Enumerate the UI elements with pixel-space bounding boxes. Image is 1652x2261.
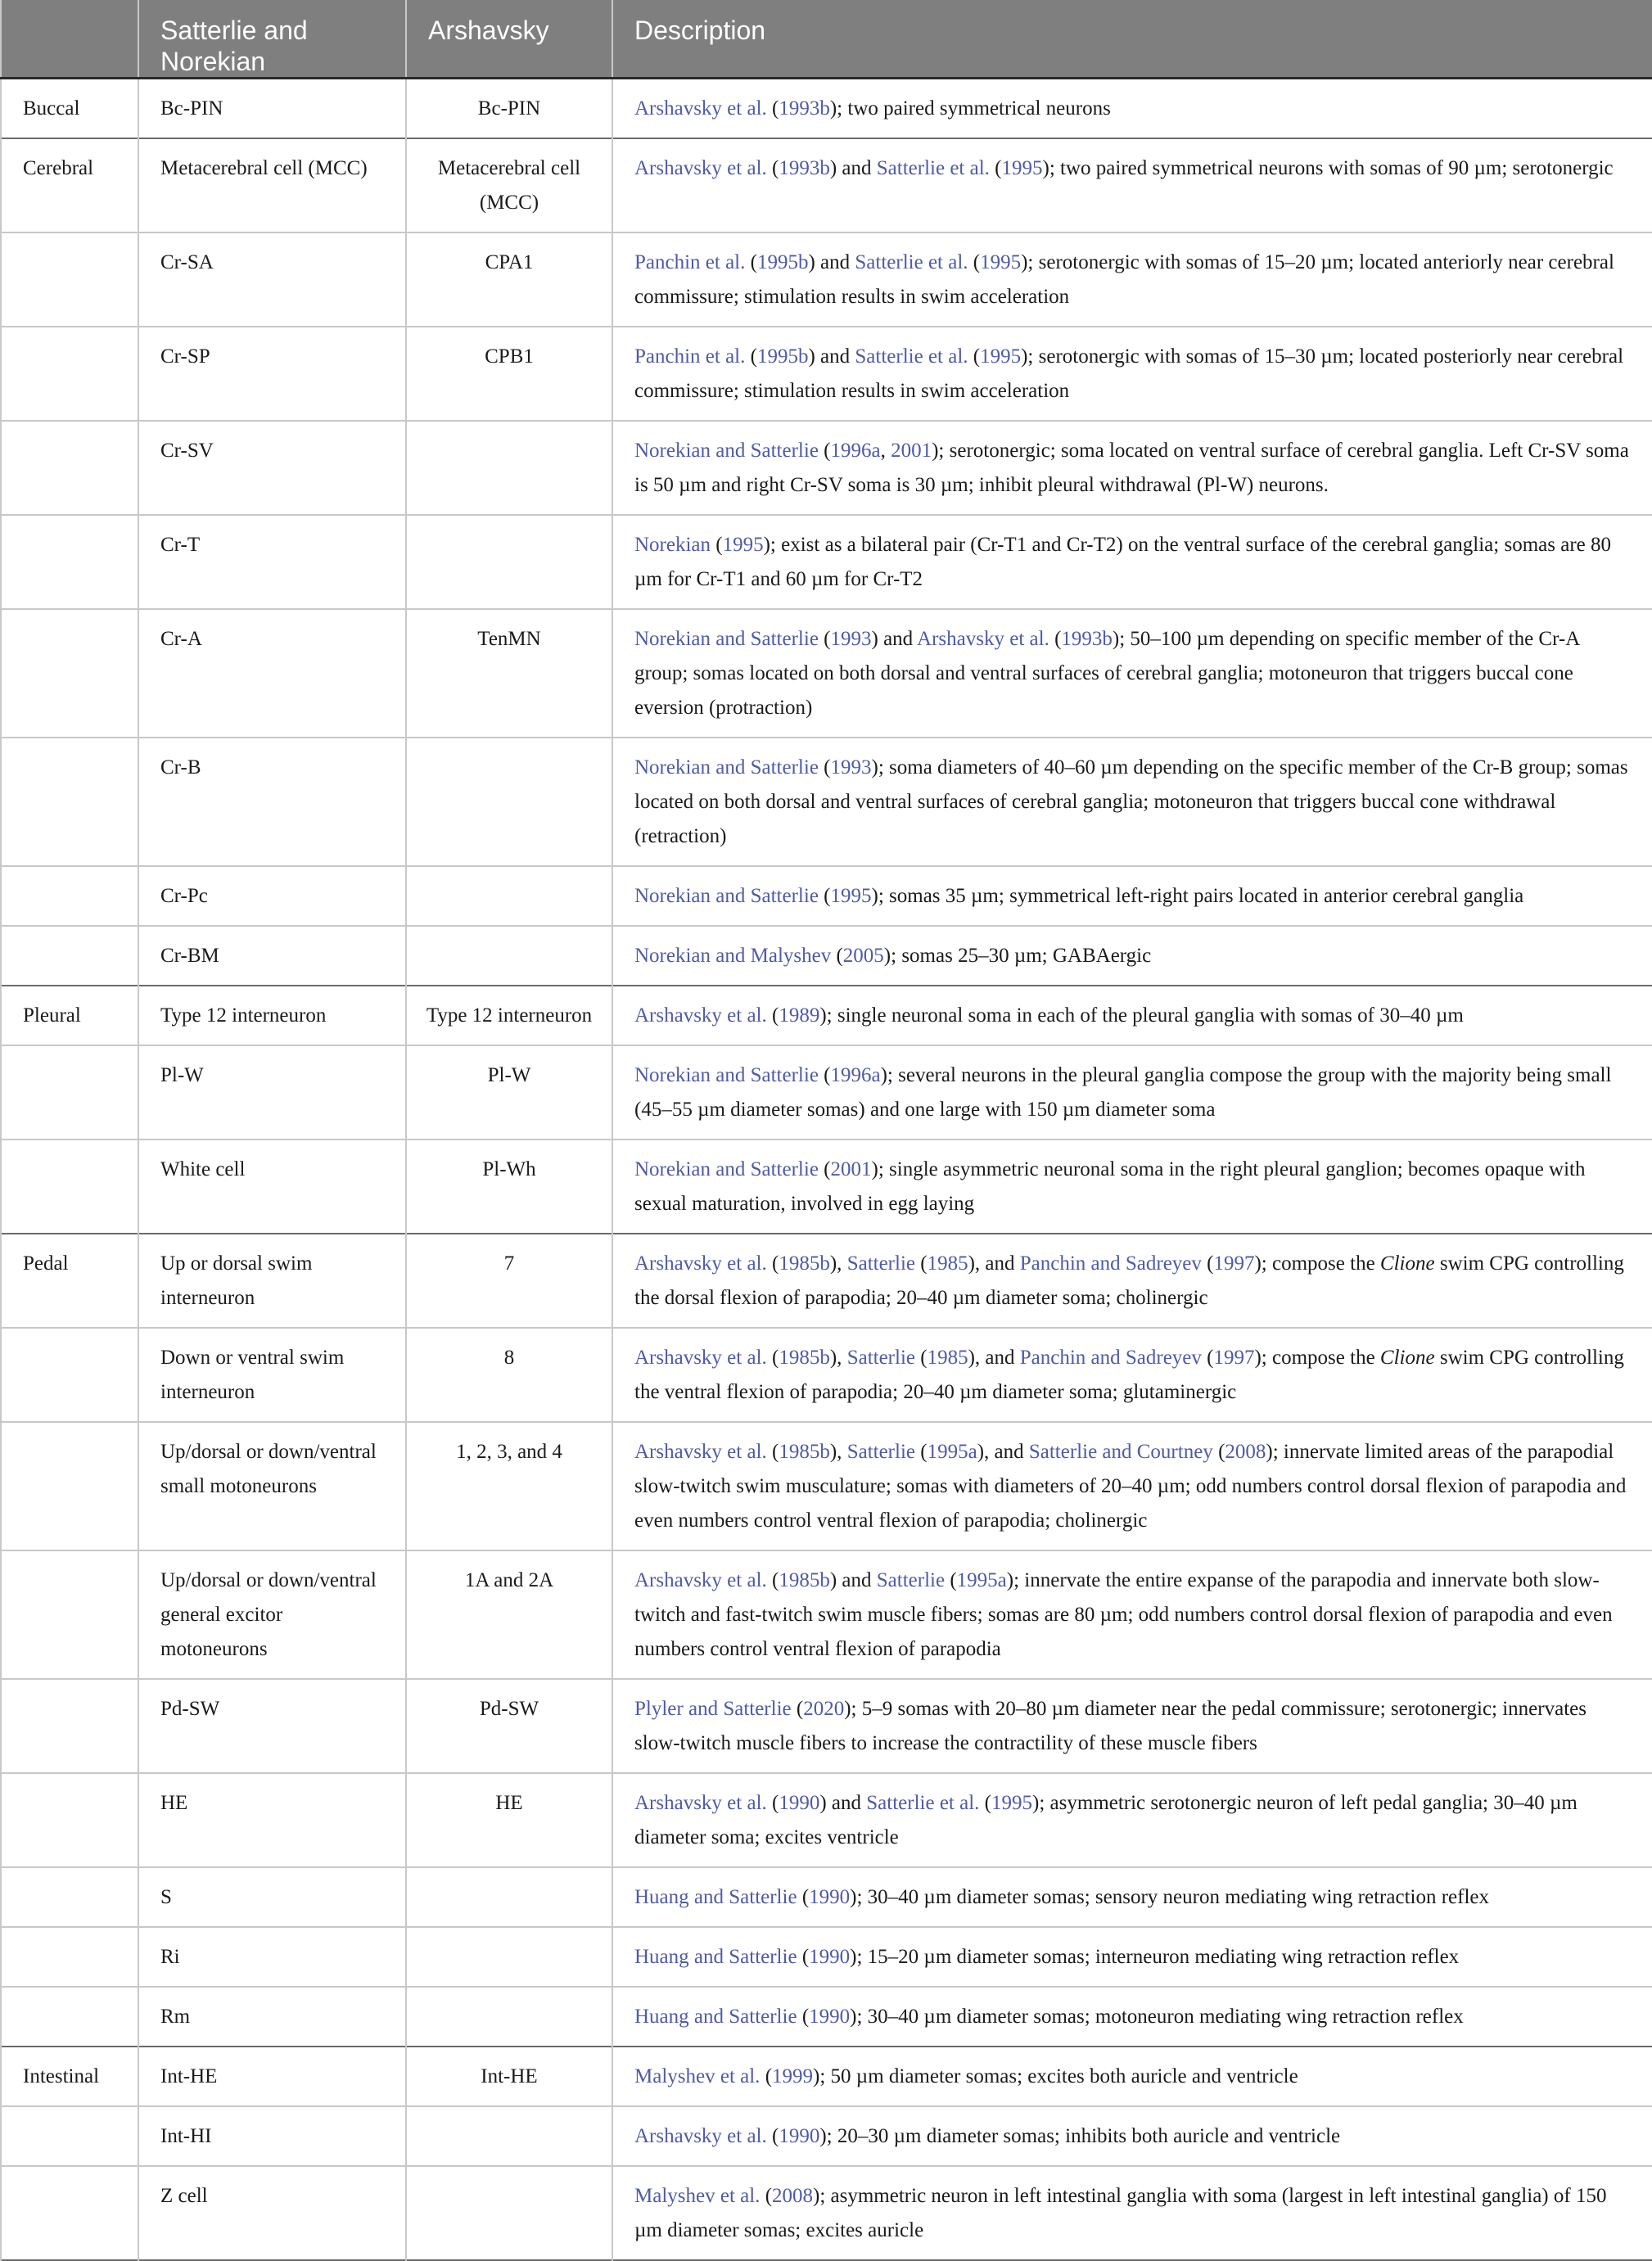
citation-link[interactable]: Arshavsky et al. bbox=[634, 157, 767, 179]
citation-link[interactable]: 1999 bbox=[772, 2065, 814, 2087]
italic-text: Clione bbox=[1379, 1347, 1435, 1369]
table-row bbox=[1, 2166, 1652, 2260]
description-text: ( bbox=[1212, 1441, 1225, 1463]
citation-link[interactable]: 2001 bbox=[891, 440, 932, 462]
arshavsky-cell: 1, 2, 3, and 4 bbox=[406, 1422, 612, 1550]
description-cell bbox=[612, 1550, 1652, 1679]
description-cell bbox=[612, 327, 1652, 421]
table-row bbox=[1, 1773, 1652, 1867]
citation-link[interactable]: Norekian and Satterlie bbox=[634, 628, 819, 650]
description-text: ); somas 25–30 µm; GABAergic bbox=[883, 945, 1152, 967]
description-text: ), and bbox=[977, 1441, 1029, 1463]
description-cell bbox=[612, 79, 1652, 139]
description-text: ), and bbox=[968, 1347, 1020, 1369]
description-text: ( bbox=[797, 1946, 810, 1968]
table-row bbox=[1, 1927, 1652, 1987]
satterlie-norekian-cell: Rm bbox=[138, 1987, 406, 2047]
citation-link[interactable]: Satterlie et al. bbox=[855, 251, 968, 273]
description-cell bbox=[612, 232, 1652, 327]
citation-link[interactable]: 1993b bbox=[779, 97, 830, 120]
citation-link[interactable]: 1997 bbox=[1213, 1252, 1255, 1275]
arshavsky-cell: Type 12 interneuron bbox=[406, 986, 612, 1045]
citation-link[interactable]: 1990 bbox=[809, 1886, 851, 1908]
citation-link[interactable]: Arshavsky et al. bbox=[634, 1792, 767, 1814]
arshavsky-cell bbox=[406, 2166, 612, 2260]
table-row bbox=[1, 866, 1652, 926]
description-text: ( bbox=[791, 1698, 804, 1720]
italic-text: Clione bbox=[1379, 1252, 1435, 1275]
description-text: ); innervate the entire expanse of the parapodia and innervate both slow-twitch and fast-twitch swim muscle fibers; somas are 80 µm; odd numbers control dorsal flexion of parapodia and even numbers control ventral flexion of parapodia bbox=[634, 1569, 1613, 1660]
arshavsky-cell bbox=[406, 866, 612, 926]
citation-link[interactable]: 2005 bbox=[842, 945, 884, 967]
description-text: ); two paired symmetrical neurons with somas of 90 µm; serotonergic bbox=[1042, 157, 1614, 179]
description-text: ); asymmetric neuron in left intestinal ganglia with soma (largest in left intestinal ganglia) of 150 µm diameter somas; excites auricle bbox=[634, 2185, 1607, 2241]
arshavsky-cell: Bc-PIN bbox=[406, 79, 612, 139]
description-cell bbox=[612, 1867, 1652, 1927]
citation-link[interactable]: 1996a bbox=[830, 1064, 881, 1086]
description-text: ) and bbox=[829, 1569, 877, 1591]
citation-link[interactable]: 1995 bbox=[980, 251, 1022, 273]
satterlie-norekian-cell: Cr-T bbox=[138, 515, 406, 609]
description-text: ( bbox=[766, 97, 779, 120]
header-group bbox=[1, 0, 138, 79]
table-row bbox=[1, 327, 1652, 421]
description-text: ), bbox=[829, 1252, 847, 1275]
ganglion-cell bbox=[1, 2166, 138, 2260]
satterlie-norekian-cell: S bbox=[138, 1867, 406, 1927]
description-text: ( bbox=[979, 1792, 991, 1814]
header-arshavsky: Arshavsky bbox=[406, 0, 612, 79]
description-cell bbox=[612, 138, 1652, 232]
description-text: ( bbox=[760, 2185, 773, 2207]
description-cell bbox=[612, 1773, 1652, 1867]
description-cell bbox=[612, 738, 1652, 866]
citation-link[interactable]: Malyshev et al. bbox=[634, 2065, 761, 2087]
citation-link[interactable]: Arshavsky et al. bbox=[634, 97, 767, 120]
description-text: ); compose the bbox=[1254, 1252, 1380, 1275]
description-text: ( bbox=[766, 1347, 779, 1369]
description-cell bbox=[612, 1234, 1652, 1328]
description-cell bbox=[612, 421, 1652, 515]
citation-link[interactable]: Huang and Satterlie bbox=[634, 1946, 797, 1968]
satterlie-norekian-cell: Cr-B bbox=[138, 738, 406, 866]
description-text: ( bbox=[915, 1347, 928, 1369]
description-text: ( bbox=[818, 440, 831, 462]
citation-link[interactable]: 2020 bbox=[803, 1698, 845, 1720]
citation-link[interactable]: 1993b bbox=[779, 157, 830, 179]
description-text: ); 5–9 somas with 20–80 µm diameter near the pedal commissure; serotonergic; innervates slow-twitch muscle fibers to increase the contractility of these muscle fibers bbox=[634, 1698, 1587, 1754]
satterlie-norekian-cell: Ri bbox=[138, 1927, 406, 1987]
description-cell bbox=[612, 2166, 1652, 2260]
satterlie-norekian-cell: Up/dorsal or down/ventral general excitor motoneurons bbox=[138, 1550, 406, 1679]
satterlie-norekian-cell: Metacerebral cell (MCC) bbox=[138, 138, 406, 232]
arshavsky-cell bbox=[406, 421, 612, 515]
ganglion-cell bbox=[1, 866, 138, 926]
ganglion-cell: Pedal bbox=[1, 1234, 138, 1328]
citation-link[interactable]: Panchin et al. bbox=[634, 345, 746, 368]
description-text: ), bbox=[829, 1441, 847, 1463]
citation-link[interactable]: 1995 bbox=[722, 534, 764, 556]
satterlie-norekian-cell: Cr-SV bbox=[138, 421, 406, 515]
description-text: ) and bbox=[871, 628, 918, 650]
table-row bbox=[1, 232, 1652, 327]
ganglion-cell bbox=[1, 421, 138, 515]
citation-link[interactable]: 1990 bbox=[779, 1792, 820, 1814]
table-row bbox=[1, 515, 1652, 609]
citation-link[interactable]: Norekian and Satterlie bbox=[634, 1158, 819, 1180]
citation-link[interactable]: 1993 bbox=[830, 628, 872, 650]
description-text: ( bbox=[915, 1252, 928, 1275]
satterlie-norekian-cell: Cr-A bbox=[138, 609, 406, 738]
ganglion-cell bbox=[1, 2106, 138, 2166]
citation-link[interactable]: 1985b bbox=[779, 1252, 830, 1275]
description-text: ); asymmetric serotonergic neuron of left pedal ganglia; 30–40 µm diameter soma; excites ventricle bbox=[634, 1792, 1578, 1848]
satterlie-norekian-cell: Cr-SA bbox=[138, 232, 406, 327]
table-row bbox=[1, 138, 1652, 232]
header-row bbox=[1, 0, 1652, 79]
description-text: ) and bbox=[808, 251, 855, 273]
description-text: ( bbox=[766, 1792, 779, 1814]
citation-link[interactable]: 1985b bbox=[779, 1347, 830, 1369]
table-row bbox=[1, 609, 1652, 738]
arshavsky-cell: HE bbox=[406, 1773, 612, 1867]
citation-link[interactable]: Malyshev et al. bbox=[634, 2185, 761, 2207]
satterlie-norekian-cell: Cr-Pc bbox=[138, 866, 406, 926]
citation-link[interactable]: 1997 bbox=[1213, 1347, 1255, 1369]
description-text: ); serotonergic; soma located on ventral surface of cerebral ganglia. Left Cr-SV soma is 50 µm and right Cr-SV soma is 30 µm; inhibit pleural withdrawal (Pl-W) neurons. bbox=[634, 440, 1629, 496]
arshavsky-cell: CPA1 bbox=[406, 232, 612, 327]
description-cell bbox=[612, 609, 1652, 738]
arshavsky-cell bbox=[406, 1867, 612, 1927]
description-cell bbox=[612, 2047, 1652, 2106]
table-row bbox=[1, 1867, 1652, 1927]
satterlie-norekian-cell: Cr-SP bbox=[138, 327, 406, 421]
arshavsky-cell: 1A and 2A bbox=[406, 1550, 612, 1679]
satterlie-norekian-cell: Z cell bbox=[138, 2166, 406, 2260]
satterlie-norekian-cell: Cr-BM bbox=[138, 926, 406, 986]
description-text: swim CPG controlling the dorsal flexion of parapodia; 20–40 µm diameter soma; cholinergic bbox=[634, 1252, 1624, 1309]
citation-link[interactable]: Norekian and Malyshev bbox=[634, 945, 832, 967]
table-header bbox=[1, 0, 1652, 79]
citation-link[interactable]: Satterlie et al. bbox=[866, 1792, 980, 1814]
description-text: ); 50–100 µm depending on specific member of the Cr-A group; somas located on both dorsal and ventral surfaces of cerebral ganglia; motoneuron that triggers buccal cone eversion (protraction) bbox=[634, 628, 1579, 719]
ganglion-cell: Buccal bbox=[1, 79, 138, 139]
ganglion-cell bbox=[1, 327, 138, 421]
description-text: swim CPG controlling the ventral flexion of parapodia; 20–40 µm diameter soma; glutaminergic bbox=[634, 1347, 1624, 1403]
table-row bbox=[1, 926, 1652, 986]
header-satterlie-norekian: Satterlie and Norekian bbox=[138, 0, 406, 79]
citation-link[interactable]: Plyler and Satterlie bbox=[634, 1698, 792, 1720]
citation-link[interactable]: 1996a bbox=[830, 440, 881, 462]
ganglion-cell bbox=[1, 1140, 138, 1234]
citation-link[interactable]: 1995 bbox=[991, 1792, 1032, 1814]
description-text: ); several neurons in the pleural ganglia compose the group with the majority being small (45–55 µm diameter somas) and one large with 150 µm diameter soma bbox=[634, 1064, 1612, 1121]
citation-link[interactable]: Arshavsky et al. bbox=[634, 1252, 767, 1275]
description-text: ( bbox=[1049, 628, 1062, 650]
description-cell bbox=[612, 986, 1652, 1045]
description-cell bbox=[612, 1328, 1652, 1422]
table-row bbox=[1, 1045, 1652, 1140]
description-text: ( bbox=[797, 2006, 810, 2028]
citation-link[interactable]: 1990 bbox=[809, 2006, 851, 2028]
citation-link[interactable]: Arshavsky et al. bbox=[634, 1569, 767, 1591]
arshavsky-cell bbox=[406, 1927, 612, 1987]
citation-link[interactable]: Satterlie bbox=[846, 1441, 915, 1463]
citation-link[interactable]: Norekian and Satterlie bbox=[634, 440, 819, 462]
arshavsky-cell bbox=[406, 1987, 612, 2047]
citation-link[interactable]: 1995a bbox=[927, 1441, 977, 1463]
description-text: ) and bbox=[829, 157, 877, 179]
description-text: ( bbox=[745, 251, 757, 273]
satterlie-norekian-cell: Up/dorsal or down/ventral small motoneurons bbox=[138, 1422, 406, 1550]
citation-link[interactable]: Norekian and Satterlie bbox=[634, 756, 819, 778]
ganglion-cell bbox=[1, 1422, 138, 1550]
citation-link[interactable]: 1995 bbox=[1001, 157, 1043, 179]
ganglion-cell bbox=[1, 1550, 138, 1679]
arshavsky-cell: Pl-Wh bbox=[406, 1140, 612, 1234]
arshavsky-cell: Pl-W bbox=[406, 1045, 612, 1140]
satterlie-norekian-cell: Int-HE bbox=[138, 2047, 406, 2106]
ganglion-cell bbox=[1, 1773, 138, 1867]
description-text: ( bbox=[989, 157, 1002, 179]
satterlie-norekian-cell: Bc-PIN bbox=[138, 79, 406, 139]
description-text: ); serotonergic with somas of 15–30 µm; located posteriorly near cerebral commissure; stimulation results in swim acceleration bbox=[634, 345, 1624, 402]
ganglion-cell bbox=[1, 609, 138, 738]
description-cell bbox=[612, 1140, 1652, 1234]
citation-link[interactable]: Panchin et al. bbox=[634, 251, 746, 273]
table-row bbox=[1, 1234, 1652, 1328]
description-text: , bbox=[880, 440, 891, 462]
table-row bbox=[1, 2047, 1652, 2106]
ganglion-cell bbox=[1, 1045, 138, 1140]
description-text: ( bbox=[915, 1441, 928, 1463]
satterlie-norekian-cell: HE bbox=[138, 1773, 406, 1867]
description-text: ( bbox=[945, 1569, 957, 1591]
description-text: ); exist as a bilateral pair (Cr-T1 and Cr-T2) on the ventral surface of the cerebral ganglia; somas are 80 µm for Cr-T1 and 60 µm for Cr-T2 bbox=[634, 534, 1611, 590]
description-cell bbox=[612, 926, 1652, 986]
description-text: ); compose the bbox=[1254, 1347, 1380, 1369]
satterlie-norekian-cell: Pl-W bbox=[138, 1045, 406, 1140]
arshavsky-cell bbox=[406, 2106, 612, 2166]
description-text: ( bbox=[818, 1158, 831, 1180]
citation-link[interactable]: 1993b bbox=[1061, 628, 1113, 650]
description-text: ( bbox=[818, 756, 831, 778]
citation-link[interactable]: Norekian and Satterlie bbox=[634, 1064, 819, 1086]
description-text: ( bbox=[766, 1569, 779, 1591]
arshavsky-cell: Metacerebral cell (MCC) bbox=[406, 138, 612, 232]
description-text: ); single asymmetric neuronal soma in the right pleural ganglion; becomes opaque with sexual maturation, involved in egg laying bbox=[634, 1158, 1586, 1215]
description-text: ); 15–20 µm diameter somas; interneuron mediating wing retraction reflex bbox=[850, 1946, 1460, 1968]
description-text: ) and bbox=[819, 1792, 867, 1814]
ganglion-cell bbox=[1, 1328, 138, 1422]
citation-link[interactable]: Satterlie bbox=[846, 1252, 915, 1275]
description-text: ( bbox=[968, 345, 981, 368]
table-row bbox=[1, 1422, 1652, 1550]
citation-link[interactable]: Satterlie bbox=[846, 1347, 915, 1369]
citation-link[interactable]: Satterlie and Courtney bbox=[1028, 1441, 1213, 1463]
arshavsky-cell: 8 bbox=[406, 1328, 612, 1422]
satterlie-norekian-cell: Type 12 interneuron bbox=[138, 986, 406, 1045]
citation-link[interactable]: Panchin and Sadreyev bbox=[1019, 1252, 1202, 1275]
description-text: ( bbox=[968, 251, 981, 273]
citation-link[interactable]: 1995b bbox=[756, 345, 809, 368]
description-text: ( bbox=[766, 1004, 779, 1027]
ganglion-cell: Pleural bbox=[1, 986, 138, 1045]
description-text: ( bbox=[760, 2065, 773, 2087]
citation-link[interactable]: 1990 bbox=[809, 1946, 851, 1968]
ganglion-cell bbox=[1, 1927, 138, 1987]
arshavsky-cell: CPB1 bbox=[406, 327, 612, 421]
table-row bbox=[1, 1550, 1652, 1679]
description-text: ), and bbox=[968, 1252, 1020, 1275]
description-text: ); two paired symmetrical neurons bbox=[829, 97, 1111, 120]
satterlie-norekian-cell: White cell bbox=[138, 1140, 406, 1234]
description-text: ( bbox=[745, 345, 757, 368]
description-text: ( bbox=[766, 1441, 779, 1463]
arshavsky-cell bbox=[406, 738, 612, 866]
satterlie-norekian-cell: Pd-SW bbox=[138, 1679, 406, 1773]
table-row bbox=[1, 1679, 1652, 1773]
description-text: ( bbox=[766, 1252, 779, 1275]
citation-link[interactable]: Norekian bbox=[634, 534, 711, 556]
description-text: ( bbox=[1201, 1252, 1214, 1275]
citation-link[interactable]: Arshavsky et al. bbox=[634, 1441, 767, 1463]
citation-link[interactable]: 1985 bbox=[927, 1252, 968, 1275]
ganglion-cell bbox=[1, 515, 138, 609]
ganglion-cell bbox=[1, 232, 138, 327]
table-row bbox=[1, 421, 1652, 515]
citation-link[interactable]: 1985 bbox=[927, 1347, 968, 1369]
ganglion-cell bbox=[1, 1867, 138, 1927]
description-text: ( bbox=[1201, 1347, 1214, 1369]
citation-link[interactable]: Huang and Satterlie bbox=[634, 2006, 797, 2028]
description-text: ); 30–40 µm diameter somas; sensory neuron mediating wing retraction reflex bbox=[850, 1886, 1489, 1908]
citation-link[interactable]: 1990 bbox=[779, 2125, 820, 2147]
ganglion-cell bbox=[1, 926, 138, 986]
citation-link[interactable]: Satterlie et al. bbox=[855, 345, 968, 368]
citation-link[interactable]: Huang and Satterlie bbox=[634, 1886, 797, 1908]
description-cell bbox=[612, 1679, 1652, 1773]
ganglion-cell bbox=[1, 738, 138, 866]
citation-link[interactable]: 1993 bbox=[830, 756, 872, 778]
description-cell bbox=[612, 1422, 1652, 1550]
citation-link[interactable]: 1989 bbox=[779, 1004, 820, 1027]
citation-link[interactable]: 1995 bbox=[830, 885, 872, 907]
description-text: ( bbox=[818, 1064, 831, 1086]
citation-link[interactable]: Satterlie bbox=[876, 1569, 946, 1591]
description-cell bbox=[612, 1927, 1652, 1987]
description-text: ( bbox=[766, 157, 779, 179]
arshavsky-cell: Int-HE bbox=[406, 2047, 612, 2106]
description-cell bbox=[612, 1987, 1652, 2047]
citation-link[interactable]: Satterlie et al. bbox=[876, 157, 990, 179]
description-cell bbox=[612, 866, 1652, 926]
description-text: ); soma diameters of 40–60 µm depending on the specific member of the Cr-B group; somas located on both dorsal and ventral surfaces of cerebral ganglia; motoneuron that triggers buccal cone withdrawal (retraction) bbox=[634, 756, 1628, 847]
arshavsky-cell: 7 bbox=[406, 1234, 612, 1328]
citation-link[interactable]: 1985b bbox=[779, 1569, 830, 1591]
citation-link[interactable]: 2008 bbox=[772, 2185, 814, 2207]
description-text: ); somas 35 µm; symmetrical left-right pairs located in anterior cerebral ganglia bbox=[871, 885, 1524, 907]
arshavsky-cell: TenMN bbox=[406, 609, 612, 738]
table-row bbox=[1, 2106, 1652, 2166]
arshavsky-cell: Pd-SW bbox=[406, 1679, 612, 1773]
table-row bbox=[1, 1987, 1652, 2047]
arshavsky-cell bbox=[406, 926, 612, 986]
satterlie-norekian-cell: Int-HI bbox=[138, 2106, 406, 2166]
description-text: ( bbox=[831, 945, 843, 967]
table-row bbox=[1, 738, 1652, 866]
satterlie-norekian-cell: Up or dorsal swim interneuron bbox=[138, 1234, 406, 1328]
citation-link[interactable]: Norekian and Satterlie bbox=[634, 885, 819, 907]
description-cell bbox=[612, 515, 1652, 609]
citation-link[interactable]: 2008 bbox=[1225, 1441, 1266, 1463]
citation-link[interactable]: Arshavsky et al. bbox=[634, 1347, 767, 1369]
description-text: ); 20–30 µm diameter somas; inhibits both auricle and ventricle bbox=[819, 2125, 1341, 2147]
citation-link[interactable]: 2001 bbox=[830, 1158, 872, 1180]
description-cell bbox=[612, 2106, 1652, 2166]
citation-link[interactable]: 1985b bbox=[779, 1441, 830, 1463]
citation-link[interactable]: 1995 bbox=[980, 345, 1022, 368]
description-text: ); 30–40 µm diameter somas; motoneuron mediating wing retraction reflex bbox=[850, 2006, 1464, 2028]
description-text: ( bbox=[797, 1886, 810, 1908]
description-text: ); 50 µm diameter somas; excites both auricle and ventricle bbox=[813, 2065, 1298, 2087]
header-description: Description bbox=[612, 0, 1652, 79]
arshavsky-cell bbox=[406, 515, 612, 609]
ganglion-cell: Cerebral bbox=[1, 138, 138, 232]
description-text: ); innervate limited areas of the parapodial slow-twitch swim musculature; somas with diameters of 20–40 µm; odd numbers control dorsal flexion of parapodia and even numbers control ventral flexion of parapodia; cholinergic bbox=[634, 1441, 1627, 1532]
table-row bbox=[1, 1140, 1652, 1234]
satterlie-norekian-cell: Down or ventral swim interneuron bbox=[138, 1328, 406, 1422]
table-row bbox=[1, 79, 1652, 139]
description-text: ) and bbox=[808, 345, 855, 368]
table-row bbox=[1, 1328, 1652, 1422]
description-text: ), bbox=[829, 1347, 847, 1369]
citation-link[interactable]: Panchin and Sadreyev bbox=[1019, 1347, 1202, 1369]
description-text: ( bbox=[711, 534, 723, 556]
ganglion-cell: Intestinal bbox=[1, 2047, 138, 2106]
ganglion-cell bbox=[1, 1987, 138, 2047]
citation-link[interactable]: 1995b bbox=[756, 251, 809, 273]
table-body bbox=[1, 79, 1652, 2261]
citation-link[interactable]: Arshavsky et al. bbox=[917, 628, 1049, 650]
description-text: ); serotonergic with somas of 15–20 µm; located anteriorly near cerebral commissure; stimulation results in swim acceleration bbox=[634, 251, 1614, 308]
description-text: ( bbox=[818, 885, 831, 907]
table-row bbox=[1, 986, 1652, 1045]
citation-link[interactable]: Arshavsky et al. bbox=[634, 1004, 767, 1027]
citation-link[interactable]: Arshavsky et al. bbox=[634, 2125, 767, 2147]
description-cell bbox=[612, 1045, 1652, 1140]
citation-link[interactable]: 1995a bbox=[956, 1569, 1007, 1591]
ganglion-cell bbox=[1, 1679, 138, 1773]
description-text: ( bbox=[818, 628, 831, 650]
description-text: ); single neuronal soma in each of the pleural ganglia with somas of 30–40 µm bbox=[819, 1004, 1464, 1027]
description-text: ( bbox=[766, 2125, 779, 2147]
